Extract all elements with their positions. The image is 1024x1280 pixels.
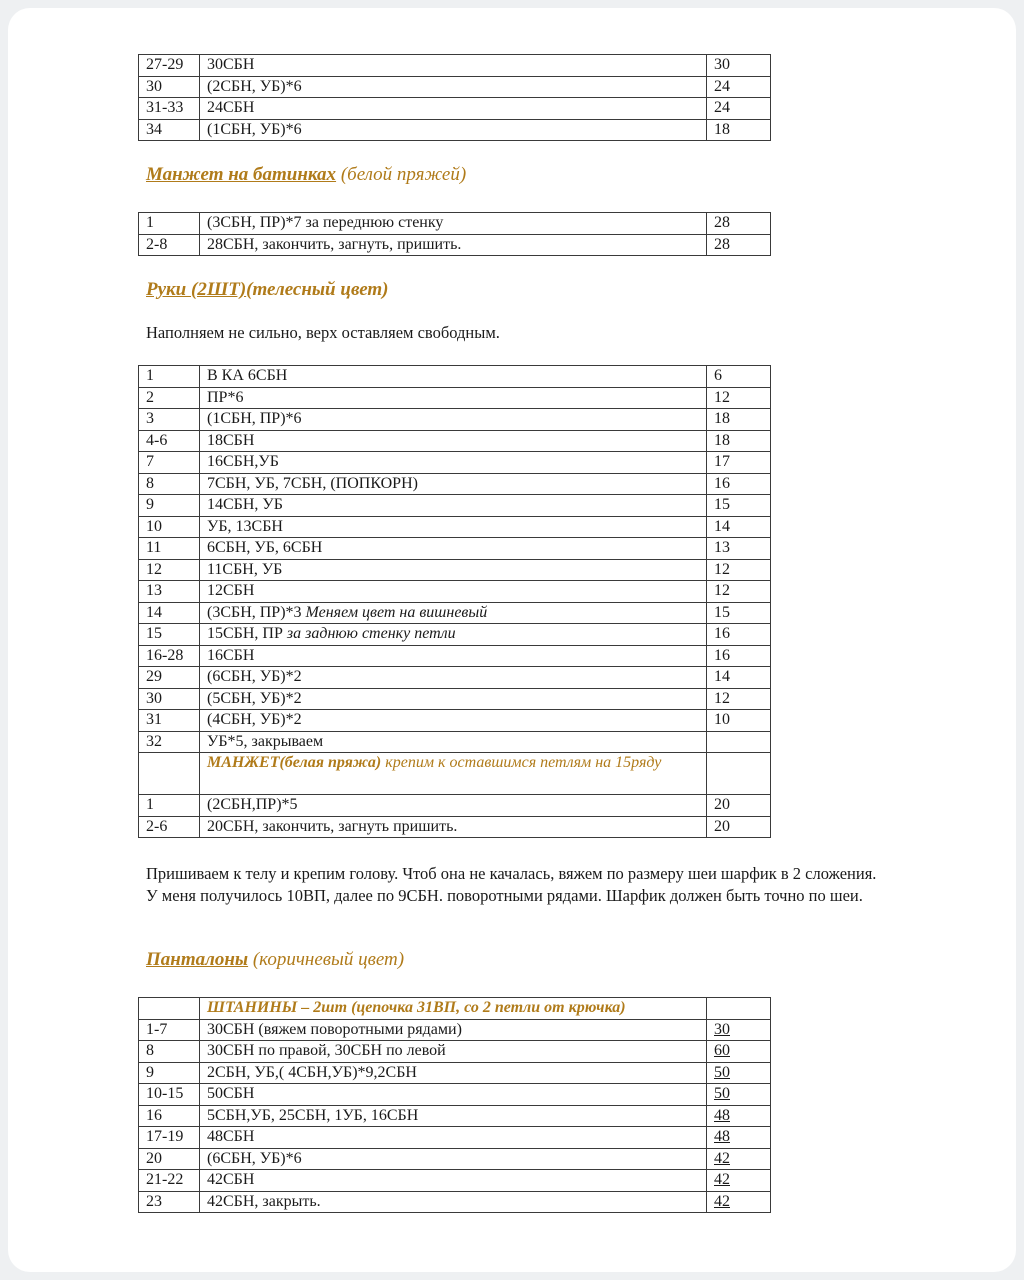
table-row — [139, 473, 771, 495]
row-number: 32 — [139, 731, 200, 753]
stitch-count — [707, 731, 771, 753]
table-row — [139, 55, 771, 77]
row-number: 29 — [139, 667, 200, 689]
row-number: 9 — [139, 495, 200, 517]
stitch-count: 42 — [707, 1191, 771, 1213]
table-row-header: ШТАНИНЫ – 2шт (цепочка 31ВП, со 2 петли от крючка) — [139, 998, 771, 1020]
row-number: 21-22 — [139, 1170, 200, 1192]
table-row — [139, 645, 771, 667]
table-row — [139, 495, 771, 517]
table-row — [139, 1041, 771, 1063]
row-number: 31-33 — [139, 98, 200, 120]
row-number: 8 — [139, 473, 200, 495]
section-heading-pants — [146, 949, 404, 971]
table-row — [139, 430, 771, 452]
table-row — [139, 234, 771, 256]
row-instruction: (1СБН, УБ)*6 — [200, 119, 707, 141]
row-instruction: 18СБН — [200, 430, 707, 452]
row-instruction: 2СБН, УБ,( 4СБН,УБ)*9,2СБН — [200, 1062, 707, 1084]
row-number: 8 — [139, 1041, 200, 1063]
row-number: 30 — [139, 688, 200, 710]
stitch-count: 42 — [707, 1148, 771, 1170]
row-number: 1 — [139, 366, 200, 388]
row-instruction: (4СБН, УБ)*2 — [200, 710, 707, 732]
table-row — [139, 76, 771, 98]
table-row-cuff-header: МАНЖЕТ(белая пряжа) крепим к оставшимся петлям на 15ряду — [139, 753, 771, 795]
row-number: 2-8 — [139, 234, 200, 256]
table-row — [139, 795, 771, 817]
table-row — [139, 731, 771, 753]
row-instruction: 48СБН — [200, 1127, 707, 1149]
heading-subtitle: (коричневый цвет) — [252, 949, 405, 970]
row-instruction: (2СБН,ПР)*5 — [200, 795, 707, 817]
stitch-count: 30 — [707, 1019, 771, 1041]
row-number: 16-28 — [139, 645, 200, 667]
row-number: 11 — [139, 538, 200, 560]
row-number: 34 — [139, 119, 200, 141]
row-number: 31 — [139, 710, 200, 732]
row-number: 23 — [139, 1191, 200, 1213]
row-instruction: 6СБН, УБ, 6СБН — [200, 538, 707, 560]
row-number: 12 — [139, 559, 200, 581]
table-row — [139, 710, 771, 732]
table-row — [139, 538, 771, 560]
heading-subtitle: (белой пряжей) — [340, 164, 467, 185]
stitch-count: 50 — [707, 1084, 771, 1106]
table-row — [139, 1127, 771, 1149]
stitch-count: 15 — [707, 495, 771, 517]
row-number: 2-6 — [139, 816, 200, 838]
row-instruction: (1СБН, ПР)*6 — [200, 409, 707, 431]
stitch-count: 12 — [707, 387, 771, 409]
row-number: 1 — [139, 795, 200, 817]
instructions-paragraph: Пришиваем к телу и крепим голову. Чтоб она не качалась, вяжем по размеру шеи шарфик в 2 сложения. У меня получилось 10ВП, далее по 9СБН. поворотными рядами. Шарфик должен быть точно по шеи. — [146, 864, 877, 905]
stitch-count: 10 — [707, 710, 771, 732]
row-instruction: (5СБН, УБ)*2 — [200, 688, 707, 710]
table-row — [139, 667, 771, 689]
row-instruction: 24СБН — [200, 98, 707, 120]
stitch-count: 48 — [707, 1105, 771, 1127]
row-instruction: В КА 6СБН — [200, 366, 707, 388]
pattern-table-top — [138, 54, 771, 141]
row-number: 1 — [139, 213, 200, 235]
row-number: 10 — [139, 516, 200, 538]
row-instruction: 5СБН,УБ, 25СБН, 1УБ, 16СБН — [200, 1105, 707, 1127]
row-instruction: 16СБН,УБ — [200, 452, 707, 474]
row-instruction: 7СБН, УБ, 7СБН, (ПОПКОРН) — [200, 473, 707, 495]
row-instruction: 28СБН, закончить, загнуть, пришить. — [200, 234, 707, 256]
row-number: 10-15 — [139, 1084, 200, 1106]
stitch-count: 18 — [707, 119, 771, 141]
row-instruction: 14СБН, УБ — [200, 495, 707, 517]
row-instruction: 16СБН — [200, 645, 707, 667]
row-number: 20 — [139, 1148, 200, 1170]
heading-title: Руки (2ШТ) — [146, 279, 247, 300]
table-row: 14 (3СБН, ПР)*3 Меняем цвет на вишневый 15 — [139, 602, 771, 624]
stitch-count: 48 — [707, 1127, 771, 1149]
row-instruction: 30СБН (вяжем поворотными рядами) — [200, 1019, 707, 1041]
row-instruction: УБ*5, закрываем — [200, 731, 707, 753]
stitch-count: 20 — [707, 795, 771, 817]
row-instruction: (6СБН, УБ)*6 — [200, 1148, 707, 1170]
table-row — [139, 816, 771, 838]
table-row — [139, 1191, 771, 1213]
table-row — [139, 1148, 771, 1170]
row-instruction: 30СБН по правой, 30СБН по левой — [200, 1041, 707, 1063]
row-number: 4-6 — [139, 430, 200, 452]
table-row — [139, 213, 771, 235]
stitch-count: 60 — [707, 1041, 771, 1063]
row-number: 16 — [139, 1105, 200, 1127]
row-number: 17-19 — [139, 1127, 200, 1149]
table-row: 15 15СБН, ПР за заднюю стенку петли 16 — [139, 624, 771, 646]
stitch-count: 24 — [707, 76, 771, 98]
table-row — [139, 688, 771, 710]
row-instruction: 42СБН, закрыть. — [200, 1191, 707, 1213]
stitch-count: 28 — [707, 234, 771, 256]
table-row — [139, 1084, 771, 1106]
stitch-count: 6 — [707, 366, 771, 388]
table-row — [139, 516, 771, 538]
row-instruction: 50СБН — [200, 1084, 707, 1106]
section-heading-boots-cuff — [146, 164, 466, 186]
arms-note: Наполняем не сильно, верх оставляем свободным. — [146, 323, 500, 342]
stitch-count: 24 — [707, 98, 771, 120]
stitch-count: 17 — [707, 452, 771, 474]
row-number: 2 — [139, 387, 200, 409]
section-heading-arms — [146, 279, 388, 301]
pattern-table-arms — [138, 365, 771, 838]
row-instruction: ПР*6 — [200, 387, 707, 409]
row-instruction: (6СБН, УБ)*2 — [200, 667, 707, 689]
stitch-count: 14 — [707, 516, 771, 538]
heading-title: Манжет на батинках — [146, 164, 337, 185]
table-row — [139, 581, 771, 603]
row-number: 3 — [139, 409, 200, 431]
row-instruction: 42СБН — [200, 1170, 707, 1192]
table-row — [139, 119, 771, 141]
table-row — [139, 98, 771, 120]
row-number: 9 — [139, 1062, 200, 1084]
stitch-count: 14 — [707, 667, 771, 689]
stitch-count: 30 — [707, 55, 771, 77]
stitch-count: 20 — [707, 816, 771, 838]
stitch-count: 42 — [707, 1170, 771, 1192]
stitch-count: 16 — [707, 473, 771, 495]
row-instruction: (2СБН, УБ)*6 — [200, 76, 707, 98]
table-row — [139, 366, 771, 388]
heading-title: Панталоны — [146, 949, 249, 970]
row-instruction: 20СБН, закончить, загнуть пришить. — [200, 816, 707, 838]
stitch-count: 50 — [707, 1062, 771, 1084]
table-row — [139, 387, 771, 409]
pattern-table-boots-cuff — [138, 212, 771, 256]
table-row — [139, 452, 771, 474]
row-number: 7 — [139, 452, 200, 474]
table-row — [139, 559, 771, 581]
row-instruction: 12СБН — [200, 581, 707, 603]
table-row — [139, 1170, 771, 1192]
stitch-count: 12 — [707, 581, 771, 603]
stitch-count: 12 — [707, 688, 771, 710]
row-instruction: (3СБН, ПР)*7 за переднюю стенку — [200, 213, 707, 235]
row-number: 30 — [139, 76, 200, 98]
row-instruction: УБ, 13СБН — [200, 516, 707, 538]
table-row — [139, 409, 771, 431]
row-instruction: 11СБН, УБ — [200, 559, 707, 581]
stitch-count: 18 — [707, 409, 771, 431]
stitch-count: 13 — [707, 538, 771, 560]
row-instruction: 30СБН — [200, 55, 707, 77]
table-row — [139, 1105, 771, 1127]
stitch-count: 12 — [707, 559, 771, 581]
row-number: 27-29 — [139, 55, 200, 77]
pattern-table-pants — [138, 997, 771, 1213]
table-row — [139, 1062, 771, 1084]
heading-subtitle: (телесный цвет) — [246, 279, 389, 300]
row-number: 13 — [139, 581, 200, 603]
stitch-count: 16 — [707, 645, 771, 667]
row-number: 1-7 — [139, 1019, 200, 1041]
stitch-count: 28 — [707, 213, 771, 235]
stitch-count: 18 — [707, 430, 771, 452]
table-row — [139, 1019, 771, 1041]
